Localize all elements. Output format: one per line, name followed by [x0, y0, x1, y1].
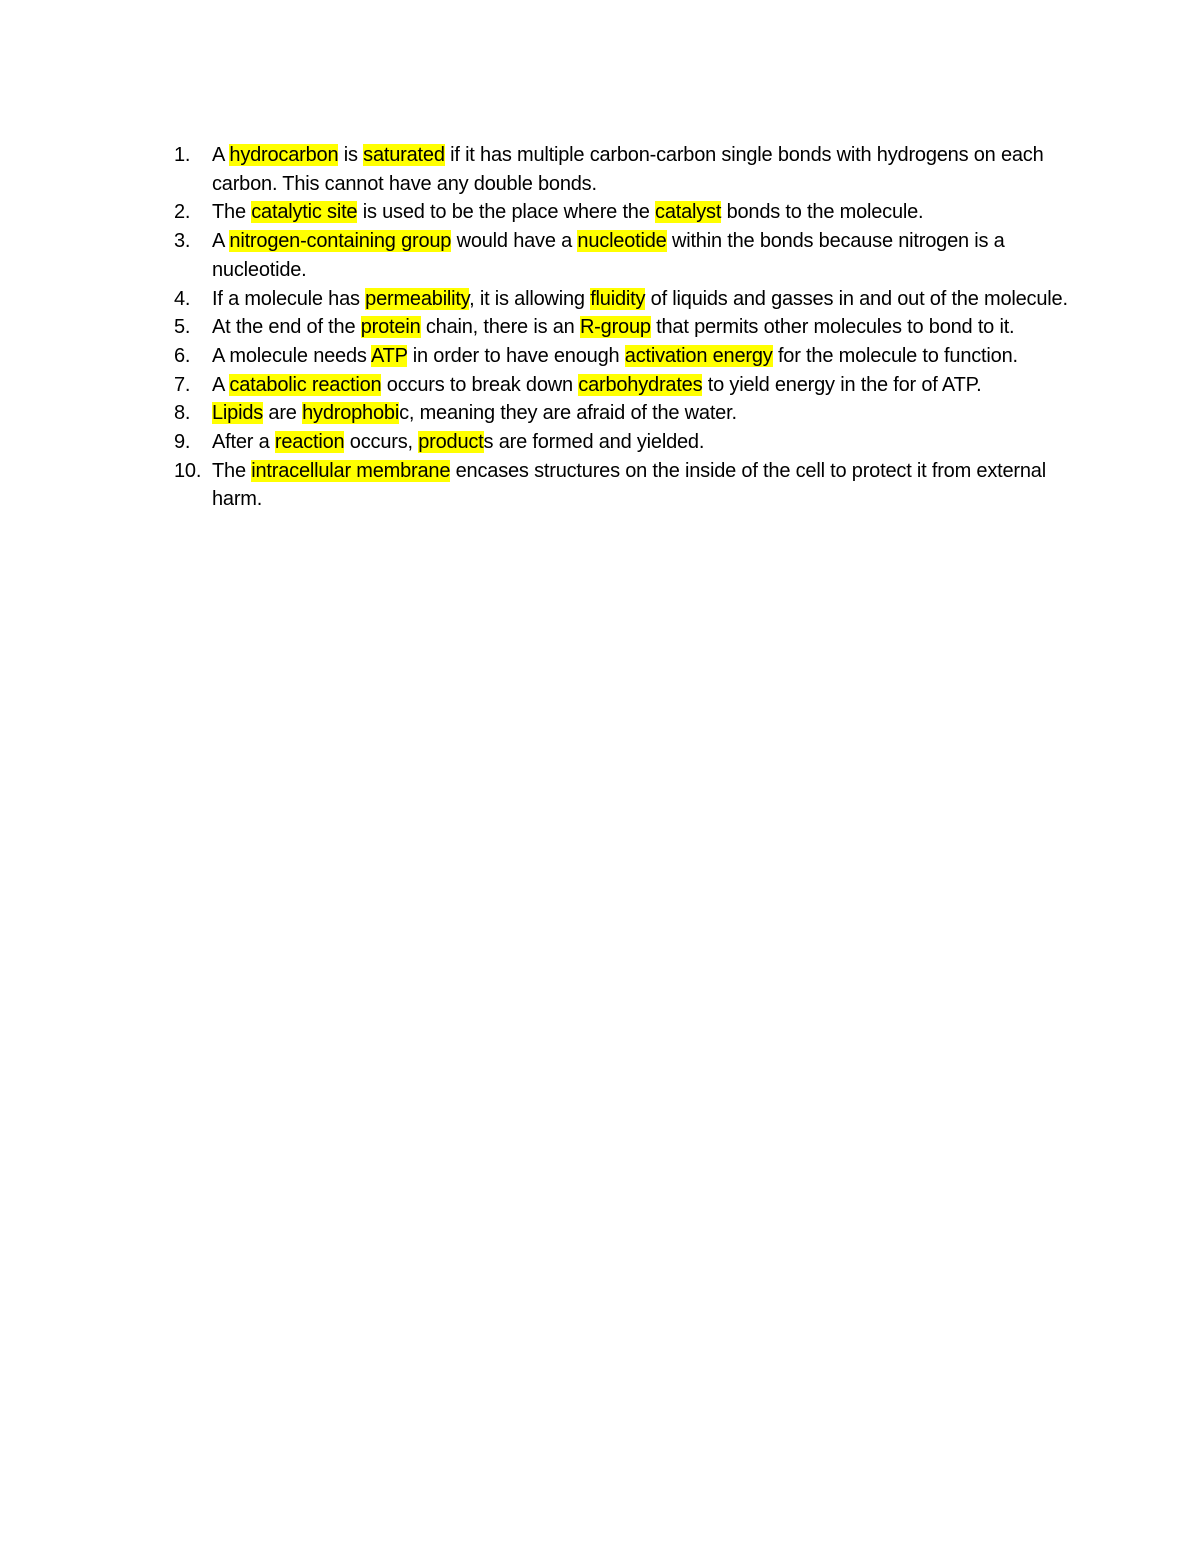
- list-item-text: [212, 227, 1074, 284]
- text-segment: bonds to the molecule.: [721, 201, 924, 224]
- highlighted-term: hydrophobi: [302, 402, 400, 425]
- highlighted-term: activation energy: [624, 344, 773, 367]
- list-item-text: [212, 371, 1074, 400]
- text-segment: chain, there is an: [420, 316, 580, 339]
- text-segment: to yield energy in the for of ATP.: [702, 373, 982, 396]
- list-item-text: [212, 428, 1074, 457]
- highlighted-term: permeability: [365, 287, 470, 310]
- text-segment: that permits other molecules to bond to it.: [650, 316, 1015, 339]
- list-item-number: 7.: [174, 373, 191, 396]
- list-item: [174, 428, 1074, 457]
- list-item-text: [212, 198, 1074, 227]
- list-item-text: [212, 457, 1074, 514]
- text-segment: After a: [212, 431, 275, 454]
- text-segment: is used to be the place where the: [357, 201, 656, 224]
- text-segment: is: [338, 144, 364, 166]
- text-segment: c, meaning they are afraid of the water.: [399, 402, 737, 425]
- list-item-number: 1.: [174, 144, 191, 166]
- text-segment: in order to have enough: [407, 344, 625, 367]
- list-item-number: 10.: [174, 459, 202, 482]
- list-item-text: [212, 313, 1074, 342]
- numbered-list: [174, 141, 1074, 514]
- list-item-number: 9.: [174, 431, 191, 454]
- highlighted-term: Lipids: [212, 402, 264, 425]
- highlighted-term: ATP: [370, 344, 408, 367]
- highlighted-term: nucleotide: [577, 230, 667, 253]
- list-item-number: 8.: [174, 402, 191, 425]
- list-item: [174, 399, 1074, 428]
- highlighted-term: nitrogen-containing group: [229, 230, 452, 253]
- list-item-text: [212, 342, 1074, 371]
- list-item: [174, 227, 1074, 284]
- highlighted-term: reaction: [274, 431, 345, 454]
- highlighted-term: hydrocarbon: [229, 144, 339, 166]
- highlighted-term: catalyst: [655, 201, 722, 224]
- text-segment: A: [212, 230, 230, 253]
- text-segment: would have a: [451, 230, 578, 253]
- list-item: [174, 371, 1074, 400]
- text-segment: for the molecule to function.: [772, 344, 1018, 367]
- list-item: [174, 457, 1074, 514]
- highlighted-term: protein: [360, 316, 421, 339]
- list-item-number: 4.: [174, 287, 191, 310]
- list-item: [174, 198, 1074, 227]
- list-item: [174, 313, 1074, 342]
- list-item-text: [212, 285, 1074, 314]
- list-item-text: [212, 141, 1074, 198]
- list-item-number: 5.: [174, 316, 191, 339]
- text-segment: A: [212, 373, 230, 396]
- text-segment: if it has multiple carbon-carbon single bonds with hydrogens on each carbon. This cannot have any double bonds.: [212, 144, 1044, 195]
- text-segment: encases structures on the inside of the cell to protect it from external harm.: [212, 459, 1046, 511]
- highlighted-term: catalytic site: [251, 201, 358, 224]
- highlighted-term: intracellular membrane: [251, 459, 451, 482]
- highlighted-term: R-group: [579, 316, 651, 339]
- text-segment: A: [212, 144, 230, 166]
- text-segment: of liquids and gasses in and out of the molecule.: [645, 287, 1068, 310]
- list-item-number: 6.: [174, 344, 191, 367]
- text-segment: A molecule needs: [212, 344, 371, 367]
- text-segment: If a molecule has: [212, 287, 366, 310]
- text-segment: The: [212, 459, 252, 482]
- text-segment: occurs,: [344, 431, 419, 454]
- highlighted-term: carbohydrates: [578, 373, 703, 396]
- list-item-text: [212, 399, 1074, 428]
- text-segment: s are formed and yielded.: [483, 431, 705, 454]
- text-segment: within the bonds because nitrogen is a nucleotide.: [212, 230, 1005, 281]
- text-segment: , it is allowing: [469, 287, 591, 310]
- text-segment: The: [212, 201, 252, 224]
- highlighted-term: fluidity: [590, 287, 646, 310]
- highlighted-term: catabolic reaction: [229, 373, 382, 396]
- text-segment: are: [263, 402, 303, 425]
- list-item: [174, 141, 1074, 198]
- list-item: [174, 342, 1074, 371]
- list-item-number: 3.: [174, 230, 191, 253]
- text-segment: occurs to break down: [381, 373, 579, 396]
- text-segment: At the end of the: [212, 316, 361, 339]
- list-item: [174, 285, 1074, 314]
- list-item-number: 2.: [174, 201, 191, 224]
- highlighted-term: product: [418, 431, 484, 454]
- highlighted-term: saturated: [363, 144, 445, 166]
